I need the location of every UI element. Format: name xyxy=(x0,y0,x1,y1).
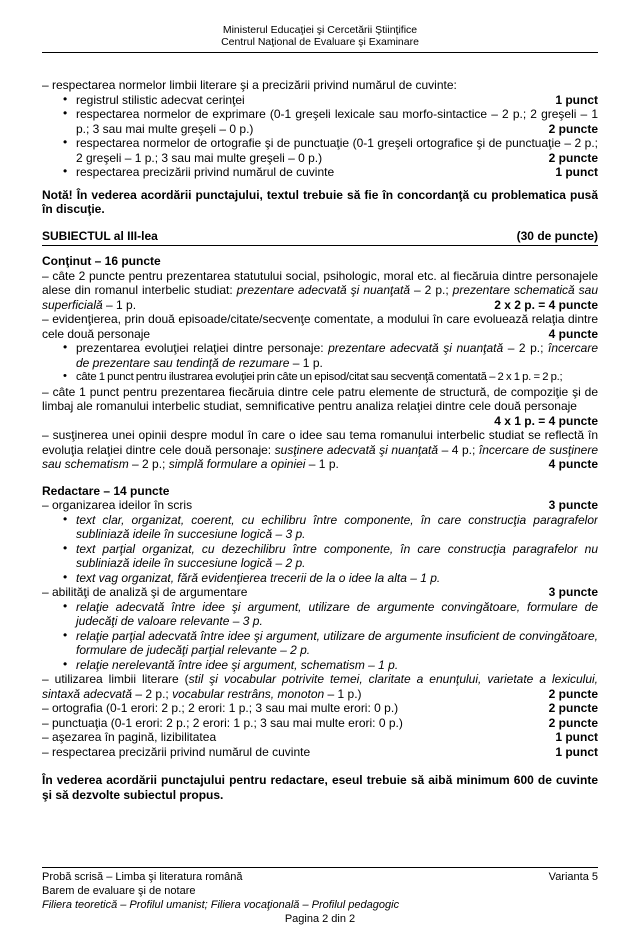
paragraph xyxy=(42,78,598,93)
text-segment: – utilizarea limbii literare ( xyxy=(42,672,189,686)
text-segment: registrul stilistic adecvat cerinţei xyxy=(76,92,245,107)
points-value: 1 punct xyxy=(555,744,598,759)
points-value: 2 puncte xyxy=(548,715,598,730)
paragraph xyxy=(42,672,598,701)
text-segment: prezentare adecvată şi nuanţată xyxy=(236,283,411,297)
text-segment: text clar, organizat, coerent, cu echilibru între componente, în care construcţia paragrafelor subliniază ideile în succesiune logică – 3 p. xyxy=(76,512,598,541)
points-value: 4 puncte xyxy=(548,326,598,341)
bullet-item xyxy=(42,571,598,586)
text-segment: – punctuaţia (0-1 erori: 2 p.; 2 erori: 1 p.; 3 sau mai multe erori: 0 p.) xyxy=(42,715,403,730)
text-segment: prezentarea evoluţiei relaţiei dintre personaje: xyxy=(76,341,329,355)
points-value: 2 puncte xyxy=(548,701,598,715)
text-segment: – 4 p.; xyxy=(438,442,479,457)
paragraph xyxy=(42,269,598,313)
text-segment: Redactare – 14 puncte xyxy=(42,483,170,498)
text-segment: Conţinut – 16 puncte xyxy=(42,254,161,268)
text-segment: – 1 p. xyxy=(289,355,323,370)
bullet-item xyxy=(42,93,598,108)
bullet-icon: • xyxy=(63,136,68,149)
paragraph xyxy=(42,498,598,513)
points-value: 3 puncte xyxy=(548,585,598,599)
text-segment: – 1 p.) xyxy=(324,686,362,701)
text-segment: – câte 1 punct pentru prezentarea fiecăruia dintre cele patru elemente de structură, de compoziţie şi de limbaj ale romanului interbelic studiat, semnificative pentru analiza relaţiei dintre cele două personaje xyxy=(42,384,598,413)
text-segment: vocabular restrâns, monoton xyxy=(172,686,325,701)
paragraph xyxy=(42,312,598,341)
text-segment: – ortografia (0-1 erori: 2 p.; 2 erori: 1 p.; 3 sau mai multe erori: 0 p.) xyxy=(42,701,399,715)
paragraph xyxy=(42,701,598,716)
text-segment: – abilităţi de analiză şi de argumentare xyxy=(42,585,248,599)
paragraph xyxy=(42,428,598,472)
text-segment: – câte 2 puncte pentru prezentarea statutului social, psihologic, moral etc. al fiecăruia dintre personajele alese din romanul interbelic studiat: xyxy=(42,268,598,297)
text-segment: încercare de prezentare sau tendinţă de rezumare xyxy=(76,341,598,370)
bullet-item xyxy=(42,165,598,180)
bullet-icon: • xyxy=(63,628,68,642)
text-segment: respectarea normelor de ortografie şi de punctuaţie (0-1 greşeli ortografice şi de punctuaţie – 2 p.; 2 greşeli – 1 p.; 3 sau mai multe greşeli – 0 p.) xyxy=(76,136,598,165)
text-segment: – evidenţierea, prin două episoade/citate/secvenţe comentate, a modului în care evoluează relaţia dintre cele două personaje xyxy=(42,312,598,341)
text-segment: – respectarea precizării privind numărul de cuvinte xyxy=(42,744,311,759)
paragraph xyxy=(42,484,598,499)
section-heading xyxy=(42,229,598,247)
section-points: (30 de puncte) xyxy=(516,228,598,243)
text-segment: relaţie nerelevantă între idee şi argument, schematism – 1 p. xyxy=(76,657,399,672)
points-value: 4 x 1 p. = 4 puncte xyxy=(494,413,598,428)
points-value: 1 punct xyxy=(555,730,598,744)
text-segment: Notă! În vederea acordării punctajului, textul trebuie să fie în concordanţă cu problematica pusă în discuţie. xyxy=(42,187,598,216)
text-segment: simplă formulare a opiniei xyxy=(168,457,306,471)
document-body xyxy=(42,78,598,802)
text-segment: – 1 p. xyxy=(102,297,137,312)
bullet-item xyxy=(42,658,598,673)
text-segment: – susţinerea unei opinii despre modul în care o idee sau tema romanului interbelic studiat se reflectă în evoluţia relaţiei dintre cele două personaje: xyxy=(42,428,598,457)
text-segment: câte 1 punct pentru ilustrarea evoluţiei prin câte un episod/citat sau secvenţă comentată – 2 x 1 p. = 2 p.; xyxy=(76,371,563,383)
text-segment: respectarea precizării privind numărul de cuvinte xyxy=(76,165,335,179)
text-segment: prezentare schematică sau superficială xyxy=(42,283,598,312)
text-segment: prezentare adecvată şi nuanţată xyxy=(328,341,504,355)
paragraph xyxy=(42,773,598,802)
bullet-icon: • xyxy=(63,92,68,106)
bullet-icon: • xyxy=(63,165,68,178)
bullet-icon: • xyxy=(63,370,67,382)
text-segment: – aşezarea în pagină, lizibilitatea xyxy=(42,730,217,744)
text-segment: – 1 p. xyxy=(305,457,339,471)
text-segment: – respectarea normelor limbii literare şi a precizării privind numărul de cuvinte: xyxy=(42,78,457,92)
points-value: 2 x 2 p. = 4 puncte xyxy=(494,297,598,312)
text-segment: În vederea acordării punctajului pentru redactare, eseul trebuie să aibă minimum 600 de cuvinte şi să dezvolte subiectul propus. xyxy=(42,773,598,802)
bullet-item xyxy=(42,513,598,542)
bullet-icon: • xyxy=(63,341,68,354)
exam-name: Probă scrisă – Limba şi literatura română xyxy=(42,871,243,883)
points-value: 3 puncte xyxy=(548,498,598,512)
paragraph xyxy=(42,730,598,745)
bullet-item xyxy=(42,107,598,136)
bullet-item xyxy=(42,600,598,629)
text-segment: text parţial organizat, cu dezechilibru între componente, în care construcţia paragrafelor nu subliniază ideile în succesiune logică – 2 p. xyxy=(76,541,598,570)
points-value: 4 puncte xyxy=(548,457,598,471)
points-value: 1 punct xyxy=(555,92,598,107)
document-header xyxy=(42,24,598,53)
bullet-icon: • xyxy=(63,541,68,555)
bullet-icon: • xyxy=(63,657,68,671)
bullet-item xyxy=(42,370,598,385)
bullet-item xyxy=(42,136,598,165)
text-segment: text vag organizat, fără evidenţierea trecerii de la o idee la alta – 1 p. xyxy=(76,570,441,585)
text-segment: – 2 p.; xyxy=(132,686,173,701)
section-title: SUBIECTUL al III-lea xyxy=(42,228,158,243)
paragraph xyxy=(42,385,598,429)
points-value: 1 punct xyxy=(555,165,598,179)
paragraph xyxy=(42,745,598,760)
points-value: 2 puncte xyxy=(548,686,598,701)
document-footer xyxy=(42,867,598,926)
text-segment: – 2 p.; xyxy=(128,457,169,471)
page-number: Pagina 2 din 2 xyxy=(284,913,356,925)
text-segment: relaţie parţial adecvată între idee şi argument, utilizare de argumente insuficient de convingătoare, formulare de judecăţi parţial relevante – 2 p. xyxy=(76,628,598,657)
bullet-item xyxy=(42,542,598,571)
bullet-icon: • xyxy=(63,570,68,584)
points-value: 2 puncte xyxy=(548,150,598,165)
points-value: 2 puncte xyxy=(548,121,598,136)
bullet-icon: • xyxy=(63,599,68,613)
bullet-icon: • xyxy=(63,512,68,526)
text-segment: – 2 p.; xyxy=(410,283,453,297)
text-segment: stil şi vocabular potrivite temei, claritate a enunţului, varietate a lexicului, sintaxă adecvată xyxy=(42,672,598,701)
text-segment: respectarea normelor de exprimare (0-1 greşeli lexicale sau morfo-sintactice – 2 p.; 2 greşeli – 1 p.; 3 sau mai multe greşeli – 0 p.) xyxy=(76,107,598,136)
bullet-item xyxy=(42,341,598,370)
text-segment: – 2 p.; xyxy=(503,341,548,355)
text-segment: susţinere adecvată şi nuanţată xyxy=(274,442,439,457)
barem-label: Barem de evaluare şi de notare xyxy=(42,885,196,897)
paragraph xyxy=(42,716,598,731)
bullet-item xyxy=(42,629,598,658)
paragraph xyxy=(42,188,598,217)
center-name: Centrul Naţional de Evaluare şi Examinare xyxy=(221,36,419,48)
footer-row xyxy=(42,870,598,884)
paragraph xyxy=(42,585,598,600)
ministry-name: Ministerul Educaţiei şi Cercetării Ştiinţifice xyxy=(222,24,418,36)
variant-label: Varianta 5 xyxy=(548,871,598,883)
filiera-label: Filiera teoretică – Profilul umanist; Filiera vocaţională – Profilul pedagogic xyxy=(42,899,400,911)
text-segment: încercare de susţinere sau schematism xyxy=(42,442,598,471)
text-segment: – organizarea ideilor în scris xyxy=(42,498,193,512)
bullet-icon: • xyxy=(63,107,68,120)
paragraph xyxy=(42,254,598,269)
text-segment: relaţie adecvată între idee şi argument, utilizare de argumente convingătoare, formulare de judecăţi de valoare relevante – 3 p. xyxy=(76,599,598,628)
